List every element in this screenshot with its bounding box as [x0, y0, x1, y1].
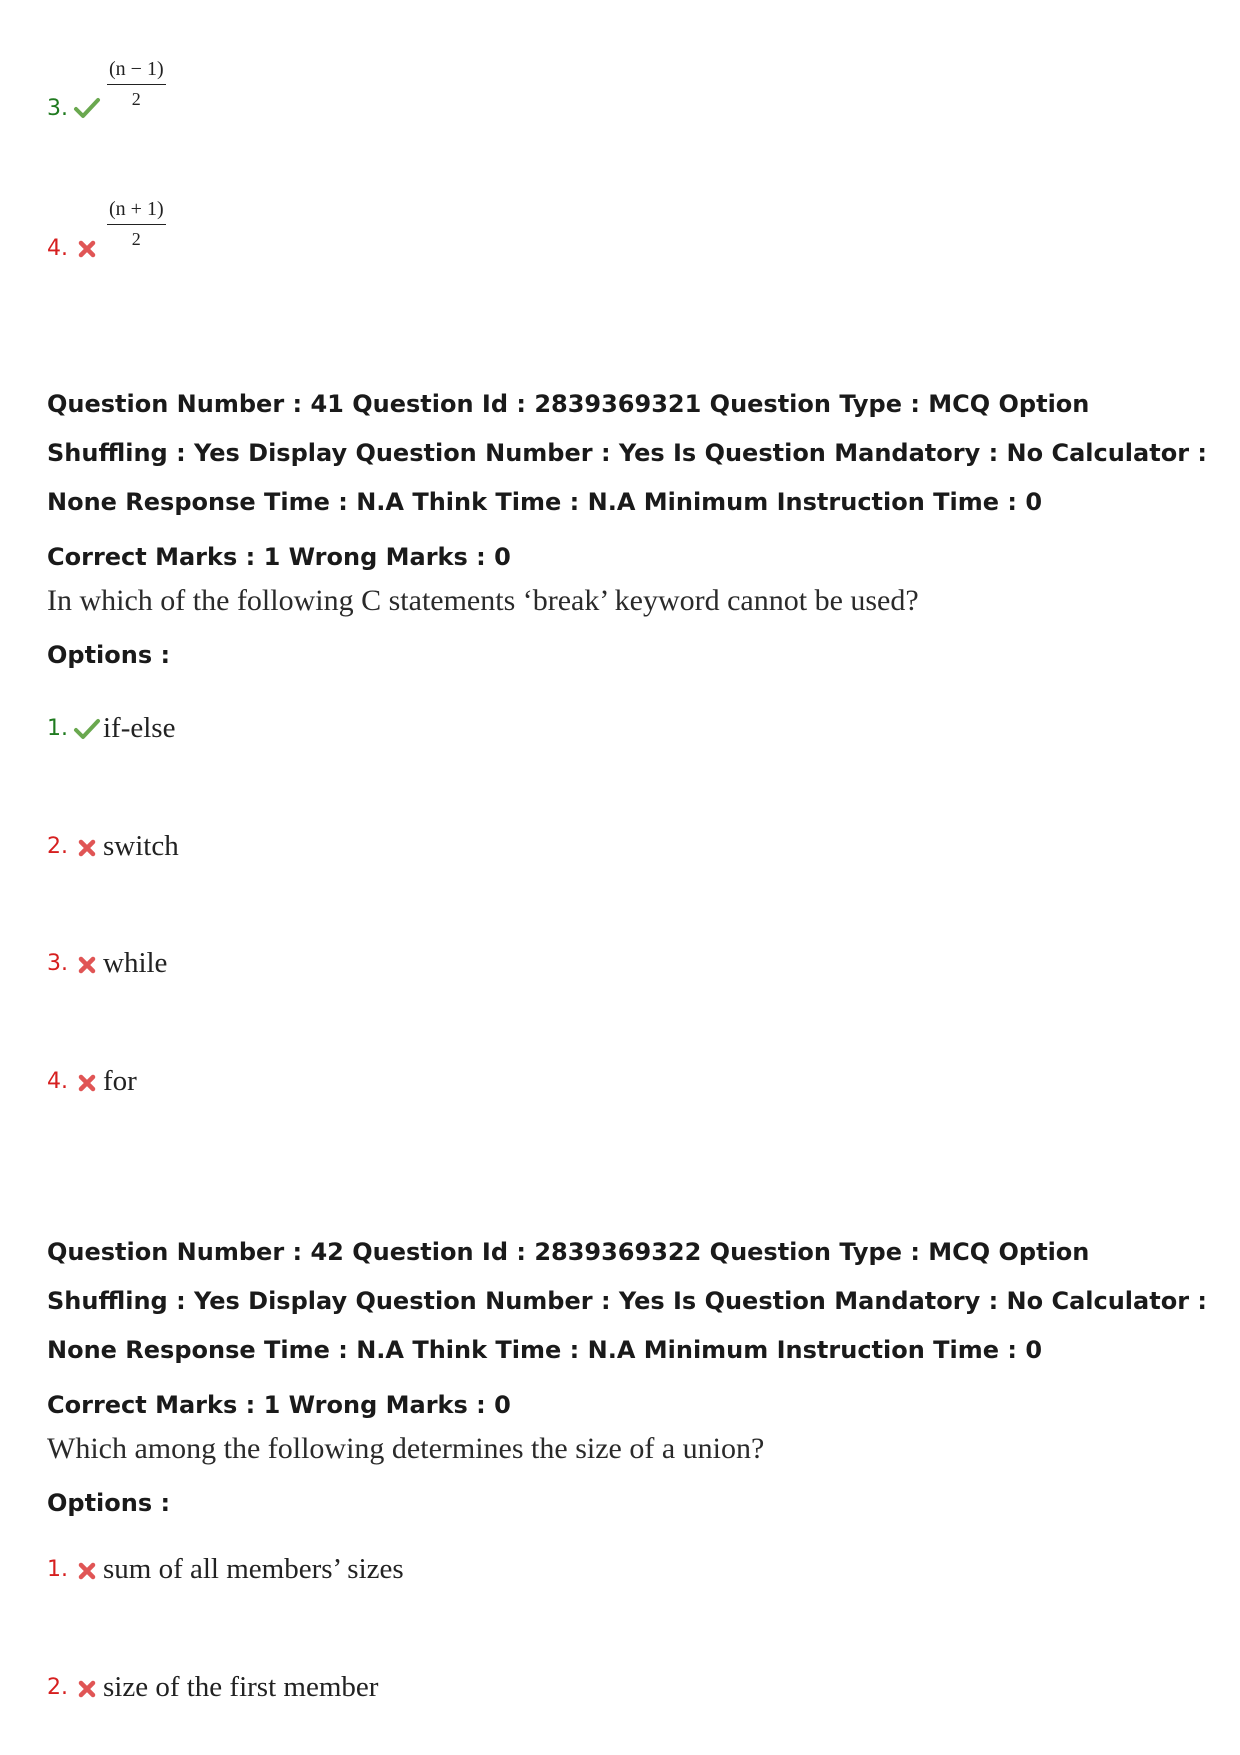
- option-number: 2.: [47, 1675, 68, 1700]
- cross-icon: [73, 835, 101, 859]
- question-42-marks: Correct Marks : 1 Wrong Marks : 0: [47, 1391, 511, 1419]
- prev-option-3: [47, 58, 166, 134]
- fraction-denominator: 2: [131, 229, 141, 249]
- fraction: [107, 198, 166, 250]
- cross-icon: [73, 952, 101, 976]
- option-text: for: [103, 1065, 137, 1097]
- question-42-meta: Question Number : 42 Question Id : 2839369322 Question Type : MCQ Option Shuffling : Yes Display Question Number : Yes Is Question Mandatory : No Calculator : None Response Time : N.A Think Time : N.A Minimum Instruction Time : 0: [47, 1238, 1207, 1364]
- option-number: 1.: [47, 716, 68, 741]
- q42-option-2: [47, 1671, 378, 1704]
- fraction-denominator: 2: [131, 89, 141, 109]
- option-number: 2.: [47, 834, 68, 859]
- question-42-options-label: Options :: [47, 1489, 171, 1517]
- question-41-text: In which of the following C statements ‘break’ keyword cannot be used?: [47, 584, 919, 617]
- option-text: if-else: [103, 712, 176, 744]
- q41-option-2: [47, 830, 179, 863]
- fraction-numerator: (n − 1): [107, 58, 166, 85]
- option-text: sum of all members’ sizes: [103, 1553, 404, 1585]
- q41-option-3: [47, 947, 167, 980]
- option-text: switch: [103, 830, 179, 862]
- option-text: while: [103, 947, 168, 979]
- cross-icon: [73, 1676, 101, 1700]
- question-42-text: Which among the following determines the size of a union?: [47, 1432, 765, 1465]
- fraction: [107, 58, 166, 110]
- option-number: 3.: [47, 95, 68, 121]
- q41-option-4: [47, 1065, 137, 1098]
- q42-option-1: [47, 1553, 404, 1586]
- cross-icon: [73, 1558, 101, 1582]
- option-number: 4.: [47, 1069, 68, 1094]
- option-number: 1.: [47, 1557, 68, 1582]
- question-41-marks: Correct Marks : 1 Wrong Marks : 0: [47, 543, 511, 571]
- q41-option-1: [47, 712, 175, 745]
- fraction-numerator: (n + 1): [107, 198, 166, 225]
- option-text: size of the first member: [103, 1671, 379, 1703]
- question-41-options-label: Options :: [47, 641, 171, 669]
- cross-icon: [73, 236, 101, 260]
- option-number: 4.: [47, 235, 68, 261]
- option-number: 3.: [47, 951, 68, 976]
- question-41-meta: Question Number : 41 Question Id : 2839369321 Question Type : MCQ Option Shuffling : Yes Display Question Number : Yes Is Question Mandatory : No Calculator : None Response Time : N.A Think Time : N.A Minimum Instruction Time : 0: [47, 390, 1207, 516]
- check-icon: [73, 717, 101, 741]
- check-icon: [73, 96, 101, 120]
- prev-option-4: [47, 198, 166, 274]
- cross-icon: [73, 1070, 101, 1094]
